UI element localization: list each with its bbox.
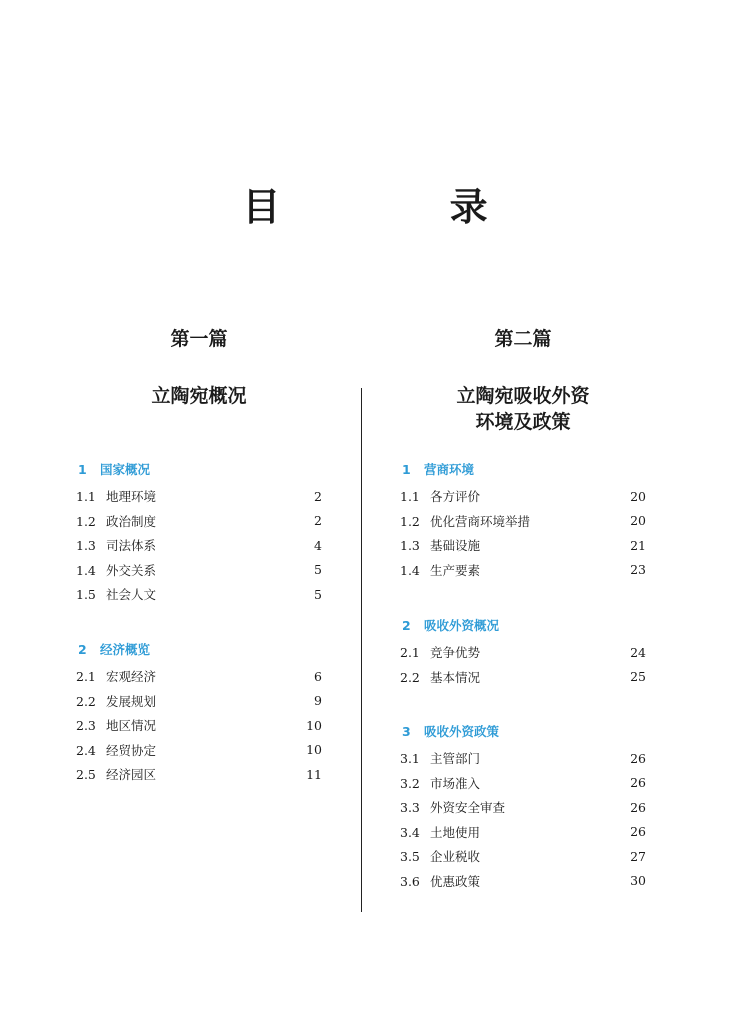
section-heading bbox=[400, 616, 646, 636]
entry-title: 司法体系 bbox=[105, 538, 156, 554]
entry-number: 2.3 bbox=[76, 718, 96, 734]
entry-page: 5 bbox=[314, 562, 322, 578]
entry-number: 1.4 bbox=[400, 562, 420, 578]
entry-number: 1.1 bbox=[400, 489, 420, 505]
entry-page: 24 bbox=[630, 644, 646, 660]
entry-number: 3.6 bbox=[400, 873, 420, 889]
section-number: 1 bbox=[78, 462, 87, 477]
section-number: 1 bbox=[402, 462, 411, 477]
section-number: 2 bbox=[78, 642, 87, 657]
toc-entry[interactable] bbox=[76, 738, 322, 763]
entry-number: 2.1 bbox=[76, 669, 96, 685]
toc-entry[interactable] bbox=[400, 820, 646, 845]
entry-number: 2.4 bbox=[76, 742, 96, 758]
toc-entry[interactable] bbox=[76, 533, 322, 558]
entry-number: 3.1 bbox=[400, 751, 420, 767]
entry-page: 10 bbox=[306, 717, 322, 733]
entry-page: 6 bbox=[314, 668, 322, 684]
entry-title: 市场准入 bbox=[429, 775, 480, 791]
entry-page: 20 bbox=[630, 488, 646, 504]
entry-number: 3.4 bbox=[400, 824, 420, 840]
entry-page: 2 bbox=[314, 513, 322, 529]
toc-section bbox=[76, 460, 322, 607]
entry-number: 1.5 bbox=[76, 587, 96, 603]
entry-title: 企业税收 bbox=[429, 849, 480, 865]
entry-title: 社会人文 bbox=[105, 587, 156, 603]
toc-entry[interactable] bbox=[76, 762, 322, 787]
toc-entry[interactable] bbox=[400, 795, 646, 820]
part-label: 第二篇 bbox=[494, 328, 552, 350]
toc-entry[interactable] bbox=[400, 533, 646, 558]
entry-title: 基础设施 bbox=[429, 538, 480, 554]
part-title-line: 立陶宛概况 bbox=[151, 385, 247, 407]
entry-number: 1.3 bbox=[400, 538, 420, 554]
entry-page: 11 bbox=[306, 766, 322, 782]
entry-page: 5 bbox=[314, 586, 322, 602]
entry-number: 1.3 bbox=[76, 538, 96, 554]
toc-entry[interactable] bbox=[400, 746, 646, 771]
entry-page: 23 bbox=[630, 562, 646, 578]
entry-title: 地区情况 bbox=[105, 718, 156, 734]
entry-title: 发展规划 bbox=[105, 693, 156, 709]
toc-entry[interactable] bbox=[400, 665, 646, 690]
entry-page: 4 bbox=[314, 537, 322, 553]
entry-title: 各方评价 bbox=[429, 489, 480, 505]
entry-page: 26 bbox=[630, 799, 646, 815]
part-label: 第一篇 bbox=[170, 328, 228, 350]
toc-entry[interactable] bbox=[400, 484, 646, 509]
toc-entry[interactable] bbox=[400, 771, 646, 796]
toc-entry[interactable] bbox=[76, 558, 322, 583]
part-title bbox=[76, 383, 322, 409]
section-heading bbox=[400, 460, 646, 480]
section-title: 国家概况 bbox=[100, 462, 151, 477]
entry-page: 27 bbox=[630, 848, 646, 864]
toc-entry[interactable] bbox=[76, 582, 322, 607]
entry-page: 20 bbox=[630, 513, 646, 529]
entry-title: 基本情况 bbox=[429, 669, 480, 685]
entry-number: 1.4 bbox=[76, 562, 96, 578]
entry-page: 10 bbox=[306, 742, 322, 758]
part-one bbox=[76, 326, 322, 409]
entry-number: 2.5 bbox=[76, 767, 96, 783]
column-divider bbox=[361, 388, 362, 912]
entry-title: 优惠政策 bbox=[429, 873, 480, 889]
toc-section bbox=[76, 640, 322, 787]
toc-section bbox=[400, 460, 646, 582]
entry-title: 生产要素 bbox=[429, 562, 480, 578]
part-title bbox=[400, 383, 646, 435]
entry-title: 主管部门 bbox=[429, 751, 480, 767]
entry-title: 政治制度 bbox=[105, 513, 156, 529]
entry-title: 宏观经济 bbox=[105, 669, 156, 685]
entry-page: 2 bbox=[314, 488, 322, 504]
section-heading bbox=[76, 460, 322, 480]
entry-title: 外交关系 bbox=[105, 562, 156, 578]
part-title-line: 环境及政策 bbox=[475, 411, 571, 433]
part-two bbox=[400, 326, 646, 435]
entry-title: 竞争优势 bbox=[429, 645, 480, 661]
entry-page: 30 bbox=[630, 873, 646, 889]
toc-entry[interactable] bbox=[400, 869, 646, 894]
toc-entry[interactable] bbox=[400, 844, 646, 869]
page-title: 目 录 bbox=[242, 184, 566, 229]
entry-number: 3.2 bbox=[400, 775, 420, 791]
section-title: 吸收外资概况 bbox=[424, 618, 500, 633]
toc-entry[interactable] bbox=[400, 640, 646, 665]
part-title-line: 立陶宛吸收外资 bbox=[456, 385, 590, 407]
section-heading bbox=[400, 722, 646, 742]
entry-number: 3.3 bbox=[400, 800, 420, 816]
entry-title: 经贸协定 bbox=[105, 742, 156, 758]
toc-entry[interactable] bbox=[400, 558, 646, 583]
section-title: 营商环境 bbox=[424, 462, 475, 477]
entry-title: 经济园区 bbox=[105, 767, 156, 783]
entry-number: 1.2 bbox=[76, 513, 96, 529]
entry-number: 3.5 bbox=[400, 849, 420, 865]
entry-number: 2.1 bbox=[400, 645, 420, 661]
section-heading bbox=[76, 640, 322, 660]
toc-entry[interactable] bbox=[76, 713, 322, 738]
toc-entry[interactable] bbox=[76, 509, 322, 534]
section-title: 经济概览 bbox=[100, 642, 151, 657]
section-title: 吸收外资政策 bbox=[424, 724, 500, 739]
entry-number: 2.2 bbox=[76, 693, 96, 709]
entry-number: 1.2 bbox=[400, 513, 420, 529]
toc-entry[interactable] bbox=[76, 689, 322, 714]
entry-title: 外资安全审查 bbox=[429, 800, 505, 816]
toc-section bbox=[400, 722, 646, 893]
entry-page: 26 bbox=[630, 824, 646, 840]
entry-title: 土地使用 bbox=[429, 824, 480, 840]
entry-title: 地理环境 bbox=[105, 489, 156, 505]
entry-page: 9 bbox=[314, 693, 322, 709]
entry-page: 25 bbox=[630, 669, 646, 685]
toc-entry[interactable] bbox=[76, 664, 322, 689]
toc-entry[interactable] bbox=[76, 484, 322, 509]
entry-page: 26 bbox=[630, 775, 646, 791]
entry-number: 1.1 bbox=[76, 489, 96, 505]
entry-title: 优化营商环境举措 bbox=[429, 513, 530, 529]
toc-section bbox=[400, 616, 646, 689]
entry-number: 2.2 bbox=[400, 669, 420, 685]
entry-page: 26 bbox=[630, 750, 646, 766]
section-number: 2 bbox=[402, 618, 411, 633]
section-number: 3 bbox=[402, 724, 411, 739]
toc-entry[interactable] bbox=[400, 509, 646, 534]
entry-page: 21 bbox=[630, 537, 646, 553]
